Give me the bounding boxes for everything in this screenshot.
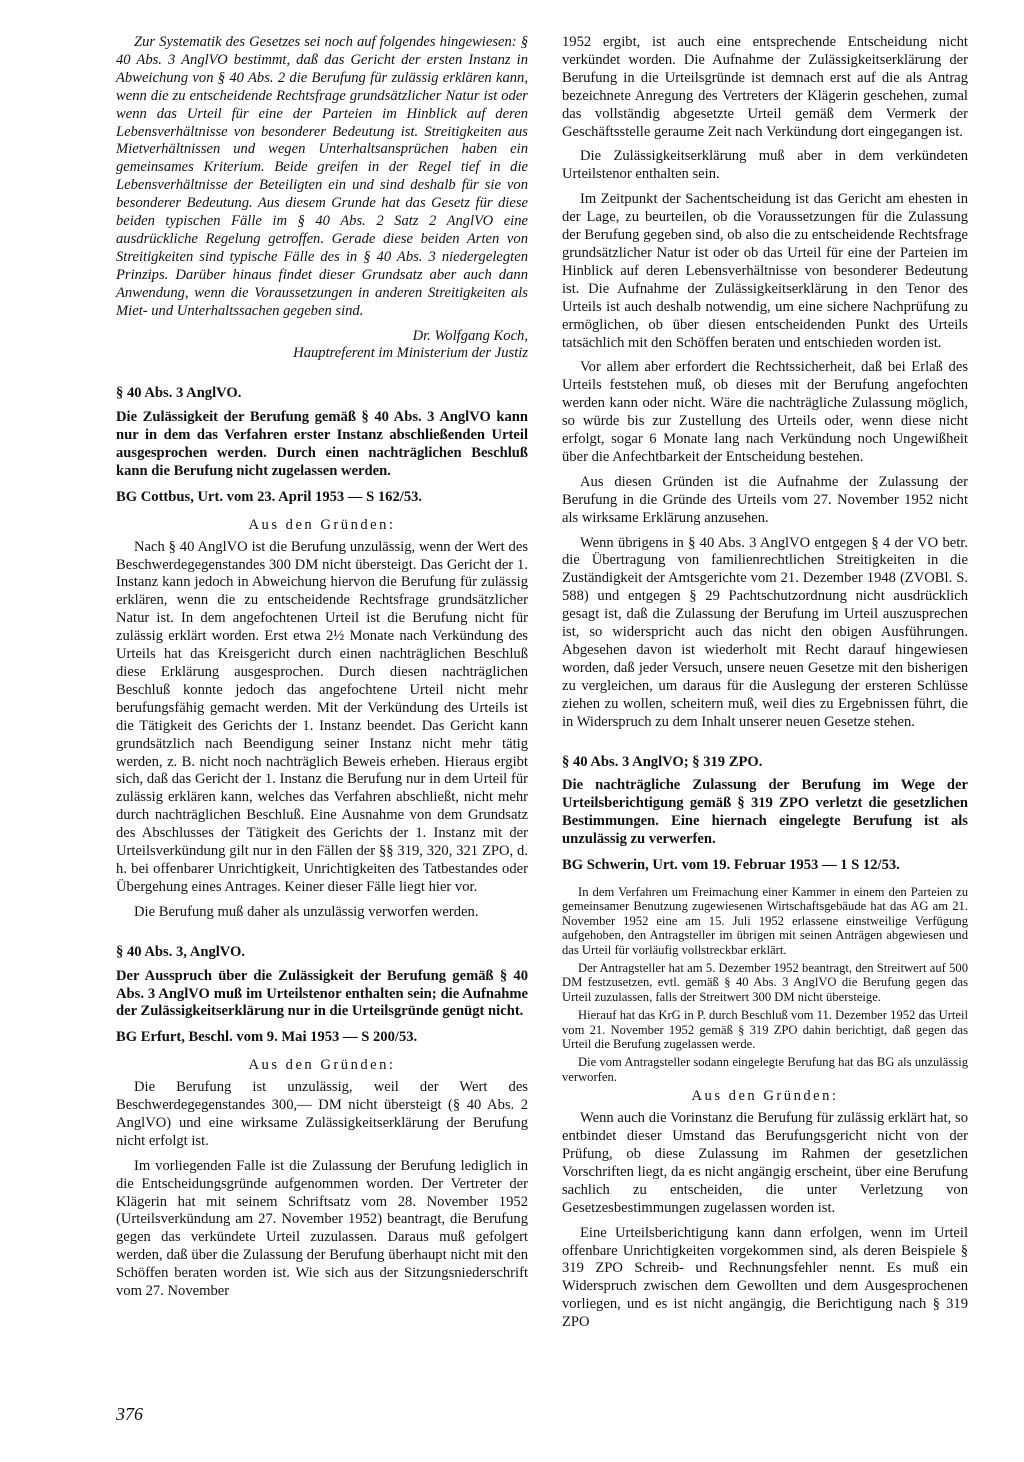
right-paragraph-6: Wenn übrigens in § 40 Abs. 3 AnglVO entgegen § 4 der VO betr. die Übertragung von familienrechtlichen Streitigkeiten in die Zuständigkeit der Amtsgerichte vom 21. Dezember 1948 (ZVOBl. S. 588) und entgegen § 29 Pachtschutzordnung nicht ausdrücklich gesagt ist, daß die Zulassung der Berufung im Urteil auszusprechen ist, so widerspricht auch das nicht den obigen Ausführungen. Abgesehen davon ist wiederholt mit Recht darauf hingewiesen worden, daß jeder Versuch, unsere neuen Gesetze mit den bisherigen zu vergleichen, um daraus für die Auslegung der ersteren Schlüsse ziehen zu wollen, scheitern muß, weil dies zu Ergebnissen führt, die in Widerspruch zu dem Inhalt unserer neuen Gesetze stehen. — [562, 534, 968, 730]
case3-paragraph-2: Eine Urteilsberichtigung kann dann erfolgen, wenn im Urteil offenbare Unrichtigkeiten vorgekommen sind, als deren Beispiele § 319 ZPO Schreib- und Rechnungsfehler nennt. Es muß ein Widerspruch zwischen dem Gewollten und dem Ausgesprochenen vorliegen, und es ist nicht angängig, die Berichtigung nach § 319 ZPO — [562, 1224, 968, 1331]
right-paragraph-3: Im Zeitpunkt der Sachentscheidung ist das Gericht am ehesten in der Lage, zu beurteilen, ob die Voraussetzungen für die Zulassung der Berufung gegeben sind, ob also die zu entscheidende Rechtsfrage grundsätzlicher Natur ist oder ob das Urteil für eine der Parteien im Hinblick auf deren Lebensverhältnisse von besonderer Bedeutung ist. Die Aufnahme der Zulässigkeitserklärung in den Tenor des Urteils ist auch deshalb notwendig, um eine sichere Nachprüfung zu ermöglichen, ob über diesen entscheidenden Punkt des Urteils tatsächlich mit den Schöffen beraten und entschieden worden ist. — [562, 191, 968, 351]
case3-summary-1: In dem Verfahren um Freimachung einer Kammer in einem den Parteien zu gemeinsamer Benutzung zugewiesenen Wirtschaftsgebäude hat das AG am 21. November 1952 eine am 15. Juli 1952 erlassene einstweilige Verfügung aufgehoben, den Antragsteller im übrigen mit seinen Anträgen abgewiesen und das Urteil für vorläufig vollstreckbar erklärt. — [562, 884, 968, 957]
case3-lead: Die nachträgliche Zulassung der Berufung im Wege der Urteilsberichtigung gemäß § 319 ZPO verletzt die gesetzlichen Bestimmungen. Eine hiernach eingelegte Berufung ist als unzulässig zu verwerfen. — [562, 777, 968, 848]
case1-heading: § 40 Abs. 3 AnglVO. — [116, 385, 242, 402]
left-column — [116, 34, 528, 1308]
case2-paragraph-1: Die Berufung ist unzulässig, weil der Wert des Beschwerdegegenstandes 300,— DM nicht übersteigt (§ 40 Abs. 2 AnglVO) und eine wirksame Zulässigkeitserklärung der Berufung nicht erfolgt ist. — [116, 1079, 528, 1149]
right-paragraph-4: Vor allem aber erfordert die Rechtssicherheit, daß bei Erlaß des Urteils feststehen muß, ob dieses mit der Berufung angefochten werden kann oder nicht. Wäre die nachträgliche Zulassung möglich, so würde bis zur Zustellung des Urteils oder, wenn diese nicht erfolgt, sogar 6 Monate lang nach Verkündung noch Ungewißheit über die Anfechtbarkeit der Entscheidung bestehen. — [562, 359, 968, 465]
case1-paragraph-2: Die Berufung muß daher als unzulässig verworfen werden. — [134, 903, 479, 920]
case1-lead: Die Zulässigkeit der Berufung gemäß § 40 Abs. 3 AnglVO kann nur in dem das Verfahren erster Instanz abschließenden Urteil ausgesprochen werden. Durch einen nachträglichen Beschluß kann die Berufung nicht zugelassen werden. — [116, 409, 528, 479]
case3-summary-4: Die vom Antragsteller sodann eingelegte Berufung hat das BG als unzulässig verworfen. — [562, 1055, 968, 1084]
right-paragraph-2: Die Zulässigkeitserklärung muß aber in dem verkündeten Urteilstenor enthalten sein. — [562, 148, 968, 183]
case1-court: BG Cottbus, Urt. vom 23. April 1953 — S 162/53. — [116, 488, 423, 505]
case2-court: BG Erfurt, Beschl. vom 9. Mai 1953 — S 200/53. — [116, 1029, 418, 1046]
case1-reasons-heading: Aus den Gründen: — [248, 516, 396, 533]
case2-reasons-heading: Aus den Gründen: — [248, 1057, 396, 1074]
signature-name: Dr. Wolfgang Koch, — [412, 327, 528, 344]
case3-court: BG Schwerin, Urt. vom 19. Februar 1953 — 1 S 12/53. — [562, 857, 900, 874]
page-number: 376 — [116, 1404, 143, 1424]
case2-lead: Der Ausspruch über die Zulässigkeit der Berufung gemäß § 40 Abs. 3 AnglVO muß im Urteilstenor enthalten sein; die Aufnahme der Zulässigkeitserklärung nur in die Urteilsgründe genügt nicht. — [116, 967, 528, 1020]
right-paragraph-1: 1952 ergibt, ist auch eine entsprechende Entscheidung nicht verkündet worden. Die Aufnahme der Zulässigkeitserklärung der Berufung in die Urteilsgründe ist demnach erst auf die als Antrag bezeichnete Anregung des Vertreters der Klägerin geschehen, zumal das vollständig abgesetzte Urteil gemäß dem Vermerk der Geschäftsstelle geraume Zeit nach Verkündung dort eingegangen ist. — [562, 34, 968, 140]
case2-paragraph-2: Im vorliegenden Falle ist die Zulassung der Berufung lediglich in die Entscheidungsgründe aufgenommen worden. Der Vertreter der Klägerin hat mit seinem Schriftsatz vom 28. November 1952 (Urteilsverkündung am 27. November 1952) beantragt, die Berufung gegen das verkündete Urteil zuzulassen. Daraus muß gefolgert werden, daß über die Zulassung der Berufung überhaupt nicht mit den Schöffen beraten worden ist. Wie sich aus der Sitzungsniederschrift vom 27. November — [116, 1157, 528, 1300]
case3-heading: § 40 Abs. 3 AnglVO; § 319 ZPO. — [562, 753, 763, 770]
case1-paragraph-1: Nach § 40 AnglVO ist die Berufung unzulässig, wenn der Wert des Beschwerdegegenstandes 300 DM nicht übersteigt. Das Gericht der 1. Instanz kann jedoch in Abweichung hiervon die Berufung für zulässig erklären, wenn die zu entscheidende Rechtsfrage grundsätzlicher Natur ist. In dem angefochtenen Urteil ist die Berufung nicht für zulässig erklärt worden. Erst etwa 2½ Monate nach Verkündung des Urteils hat das Kreisgericht durch einen nachträglichen Beschluß diese Erklärung ausgesprochen. Durch diesen nachträglichen Beschluß konnte jedoch das angefochtene Urteil nicht mehr berufungsfähig gemacht werden. Mit der Verkündung des Urteils ist die Tätigkeit des Gerichts der 1. Instanz beendet. Das Gericht kann grundsätzlich nach Beendigung seiner Instanz nicht mehr tätig werden, z. B. nicht noch nachträglich Beweis erheben. Hieraus ergibt sich, daß das Gericht der 1. Instanz die Berufung nur in dem Urteil für zulässig erklären kann, welches das Verfahren abschließt, nicht mehr durch nachträglichen Beschluß. Eine Ausnahme von dem Grundsatz des Abschlusses der Tätigkeit des Gerichts der 1. Instanz mit der Urteilsverkündung gilt nur in den Fällen der §§ 319, 320, 321 ZPO, d. h. bei offenbarer Unrichtigkeit, Unrichtigkeiten des Tatbestandes oder Übergehung eines Antrages. Keiner dieser Fälle liegt hier vor. — [116, 538, 528, 895]
right-paragraph-5: Aus diesen Gründen ist die Aufnahme der Zulassung der Berufung in die Gründe des Urteils vom 27. November 1952 nicht als wirksame Erklärung anzusehen. — [562, 473, 968, 526]
signature-title: Hauptreferent im Ministerium der Justiz — [293, 345, 528, 362]
case3-summary-2: Der Antragsteller hat am 5. Dezember 1952 beantragt, den Streitwert auf 500 DM festzusetzen, evtl. gemäß § 40 Abs. 3 AnglVO die Berufung gegen das Urteil zuzulassen, falls der Streitwert 300 DM nicht übersteige. — [562, 961, 968, 1004]
case3-summary-3: Hierauf hat das KrG in P. durch Beschluß vom 11. Dezember 1952 das Urteil vom 21. November 1952 gemäß § 319 ZPO dahin berichtigt, daß gegen das Urteil die Berufung zugelassen werde. — [562, 1008, 968, 1052]
case2-heading: § 40 Abs. 3, AnglVO. — [116, 943, 246, 960]
case3-paragraph-1: Wenn auch die Vorinstanz die Berufung für zulässig erklärt hat, so entbindet dieser Umstand das Berufungsgericht nicht von der Prüfung, ob diese Zulassung im Rahmen der gesetzlichen Vorschriften liegt, da es nicht angängig erscheint, über eine Berufung sachlich zu entscheiden, die unter Verletzung von Gesetzesbestimmungen zugelassen worden ist. — [562, 1110, 968, 1216]
intro-paragraph: Zur Systematik des Gesetzes sei noch auf folgendes hingewiesen: § 40 Abs. 3 AnglVO bestimmt, daß das Gericht der ersten Instanz in Abweichung von § 40 Abs. 2 die Berufung für zulässig erklären kann, wenn die zu entscheidende Rechtsfrage grundsätzlicher Natur ist oder wenn das Urteil für eine der Parteien im Hinblick auf deren Lebensverhältnisse von besonderer Bedeutung ist. Streitigkeiten aus Mietverhältnissen und wegen Unterhaltsansprüchen haben ein gemeinsames Kriterium. Beide greifen in der Regel tief in die Lebensverhältnisse der Beteiligten ein und sind deshalb für sie von besonderer Bedeutung. Aus diesem Grunde hat das Gesetz für diese beiden typischen Fälle im § 40 Abs. 2 Satz 2 AnglVO eine ausdrückliche Regelung getroffen. Gerade diese beiden Arten von Streitigkeiten sind typische Fälle des in § 40 Abs. 3 niedergelegten Prinzips. Darüber hinaus findet dieser Grundsatz aber auch dann Anwendung, wenn die Voraussetzungen in anderen Streitigkeiten als Miet- und Unterhaltssachen gegeben sind. — [116, 34, 528, 319]
right-column — [562, 34, 968, 1339]
case3-reasons-heading: Aus den Gründen: — [691, 1088, 839, 1105]
